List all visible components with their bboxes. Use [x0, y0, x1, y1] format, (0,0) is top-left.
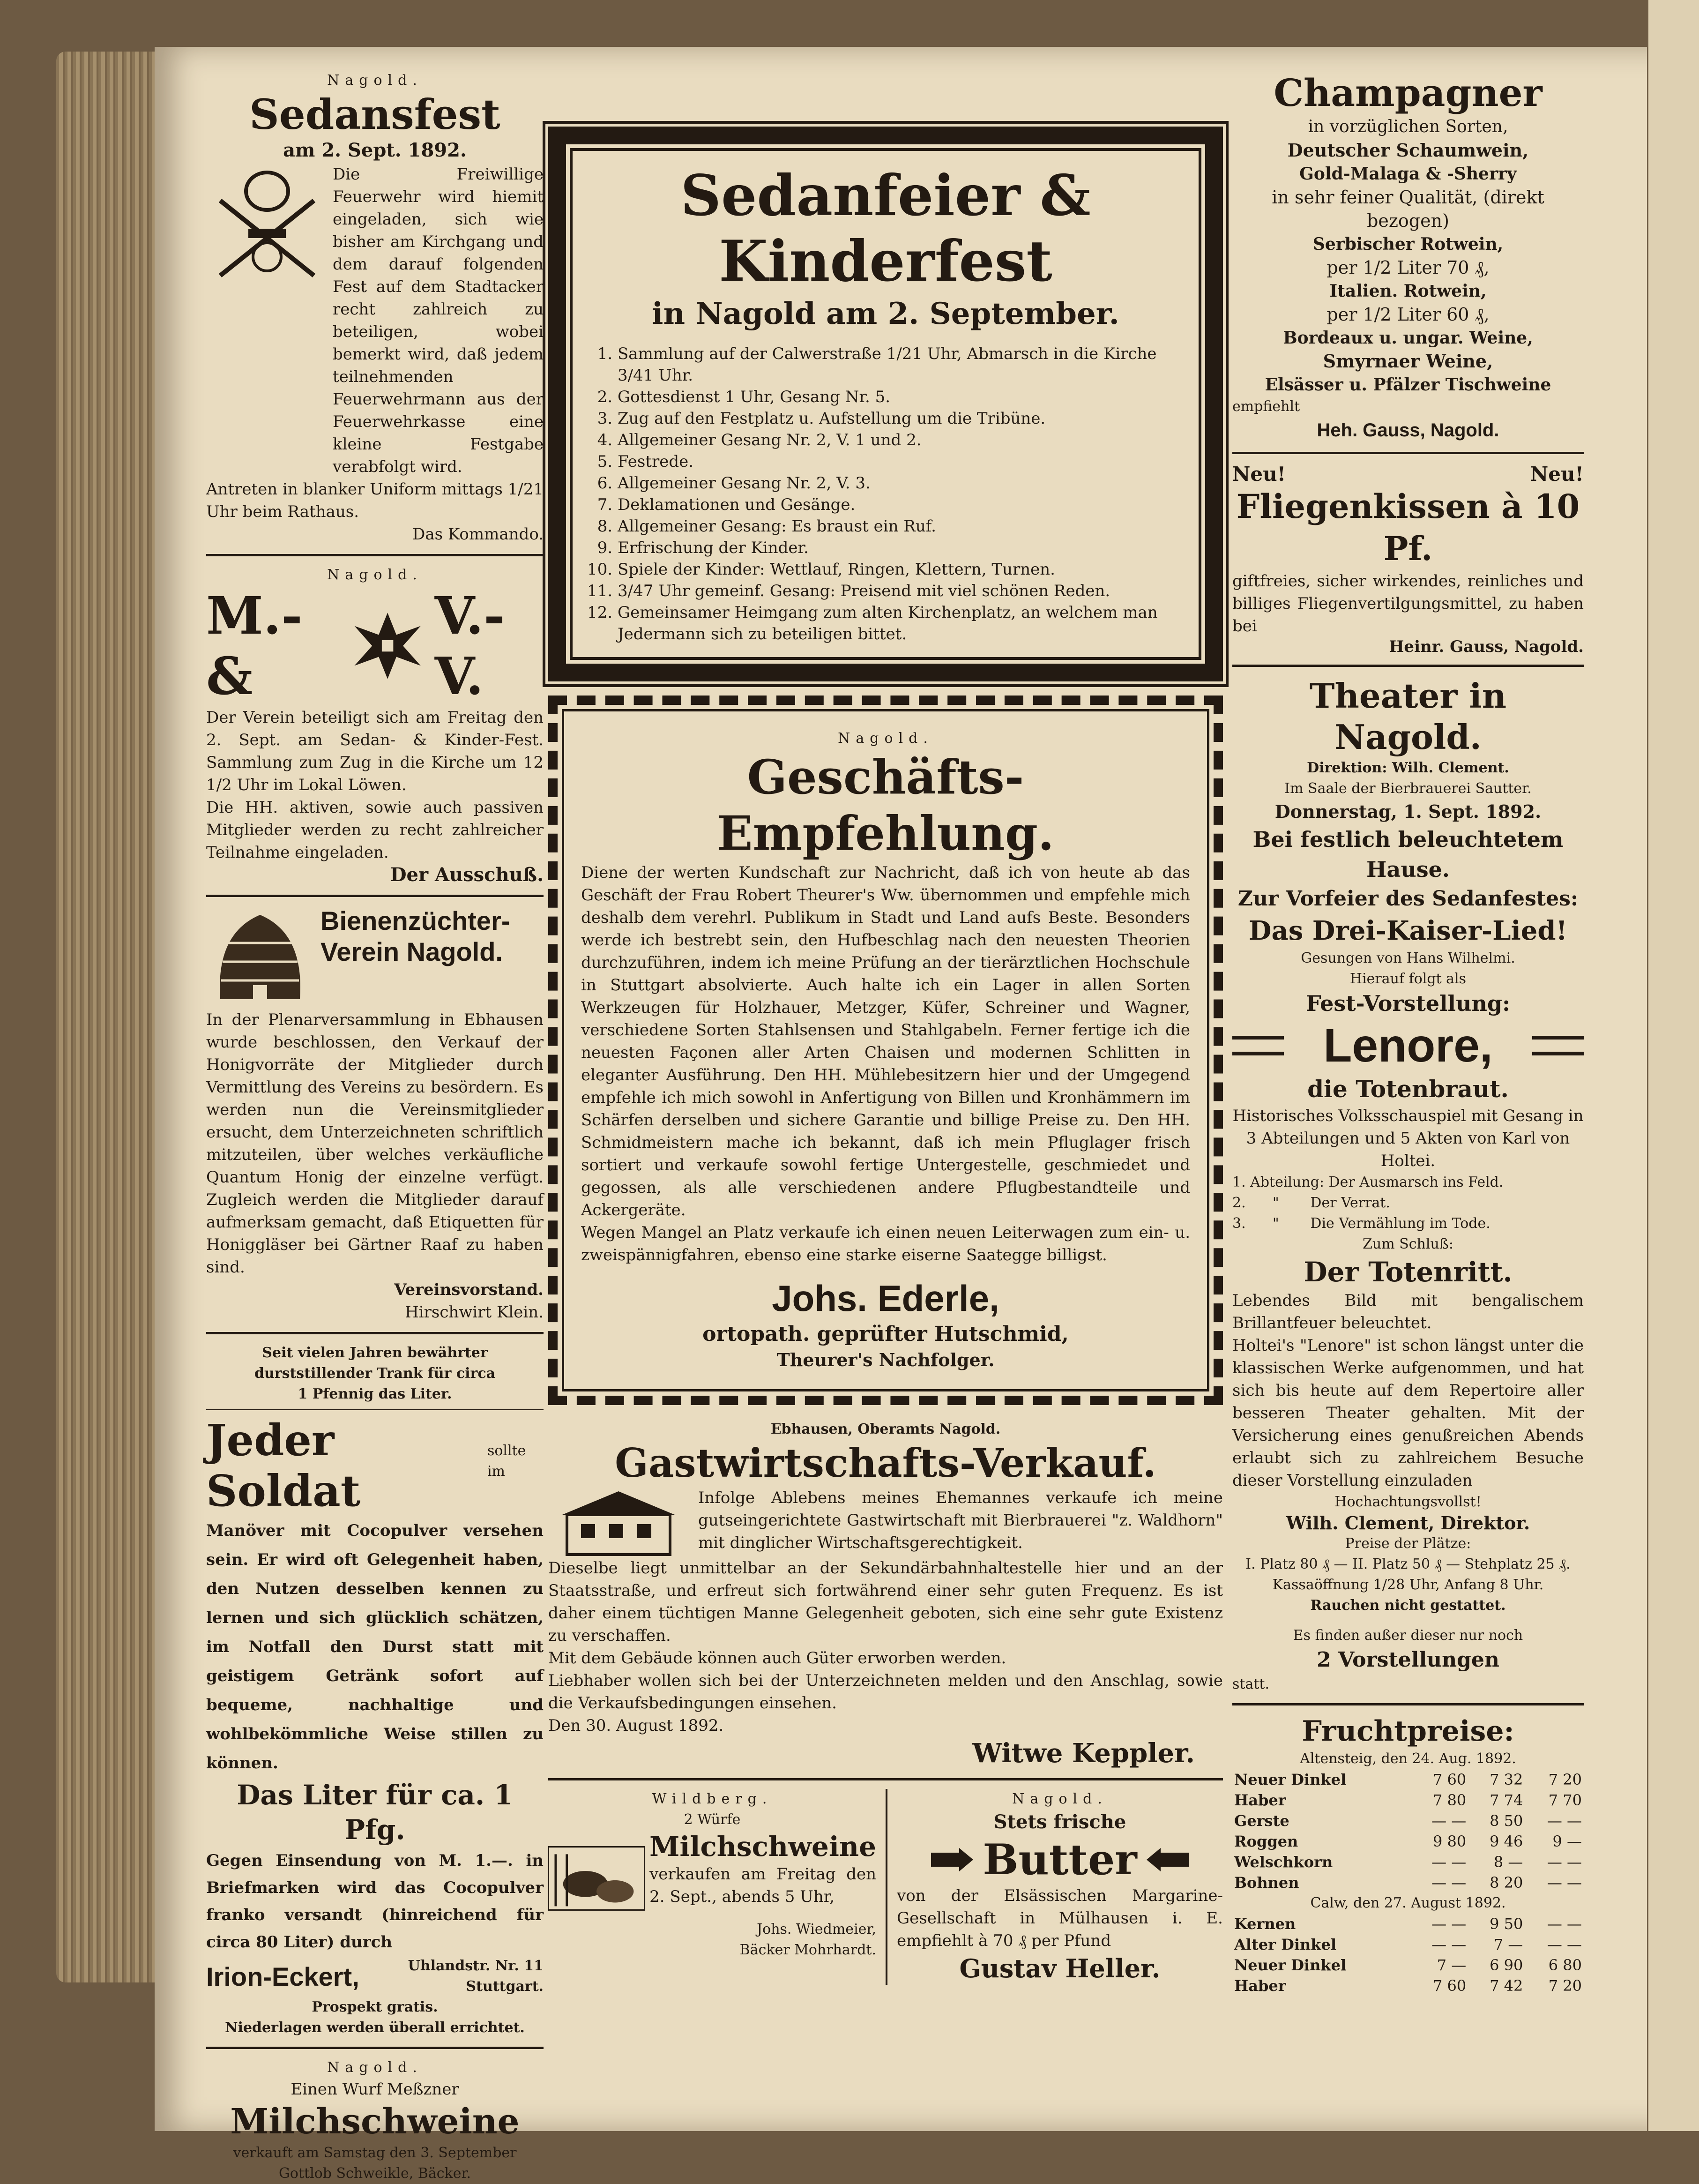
price-cell: 6 80 — [1548, 1956, 1582, 1974]
ad-text-2: Antreten in blanker Uniform mittags 1/21 Uhr beim Rathaus. — [206, 480, 544, 521]
price-cell: 8 — — [1493, 1853, 1523, 1871]
section-title: Fruchtpreise: — [1302, 1715, 1514, 1748]
ad-place: Wildberg. — [652, 1791, 773, 1807]
ad-line-1: Im Saale der Bierbrauerei Sautter. — [1284, 780, 1532, 797]
ad-text: Holtei's "Lenore" ist schon längst unter die klassischen Werke aufgenommen, und hat sich bis heute auf dem Repertoire aller besseren Theater gehalten. Mit der Versicherung eines genußreichen Abends erlaubt sich zu zahlreichem Besuche dieser Vorstellung einzuladen — [1232, 1336, 1584, 1490]
ad-line-1: Stets frische — [993, 1811, 1126, 1833]
firefighter-emblem-icon — [206, 163, 328, 285]
ad-place: Nagold. — [327, 567, 423, 583]
price-row — [1232, 1934, 1584, 1955]
ad-line-6: Hierauf folgt als — [1349, 971, 1467, 987]
ad-bienen — [206, 905, 544, 1324]
price-row — [1232, 1975, 1584, 1996]
grain-name: Welschkorn — [1234, 1853, 1333, 1871]
ad-address-1: Uhlandstr. Nr. 11 — [408, 1958, 544, 1974]
ad-kasse: Kassaöffnung 1/28 Uhr, Anfang 8 Uhr. — [1272, 1577, 1544, 1593]
ad-text-2: Dieselbe liegt unmittelbar an der Sekundärbahnhaltestelle hier und an der Staatsstraße, und erfreut sich fortwährend einer sehr guten Frequenz. Es ist daher einem tüchtigen Manne Gelegenheit geboten, sich eine sehr gute Existenz zu verschaffen. — [548, 1559, 1223, 1645]
market-place-1: Altensteig, den 24. Aug. 1892. — [1300, 1750, 1516, 1767]
price-cell: 7 20 — [1548, 1771, 1582, 1788]
price-cell: 7 42 — [1490, 1977, 1523, 1995]
ad-title: Butter — [983, 1835, 1137, 1885]
ad-subtitle: in Nagold am 2. September. — [652, 296, 1119, 331]
ad-hochachtung: Hochachtungsvollst! — [1334, 1494, 1482, 1510]
ad-title-left: M.-& — [206, 585, 303, 706]
price-cell: 9 50 — [1490, 1915, 1523, 1933]
program-item: 6. Allgemeiner Gesang Nr. 2, V. 3. — [618, 472, 1177, 494]
inn-building-icon — [548, 1487, 689, 1557]
ad-place: Nagold. — [327, 2059, 423, 2076]
pointing-hand-right-icon — [931, 1841, 973, 1878]
ad-signature-2: Hirschwirt Klein. — [405, 1303, 544, 1322]
ad-line-1: 2 Würfe — [684, 1811, 741, 1828]
program-item: 12. Gemeinsamer Heimgang zum alten Kirchenplatz, an welchem man Jedermann sich zu beteiligen bittet. — [618, 602, 1177, 645]
iron-cross-icon — [350, 606, 425, 686]
program-item: 11. 3/47 Uhr gemeinf. Gesang: Preisend mit viel schönen Reden. — [618, 580, 1177, 602]
ad-fest: Fest-Vorstellung: — [1305, 991, 1511, 1016]
ad-text-2: Wegen Mangel an Platz verkaufe ich einen neuen Leiterwagen zum ein- u. zweispännigfahren, ebenso eine starke eiserne Saategge billigst. — [581, 1223, 1190, 1264]
ad-signature: Der Ausschuß. — [390, 864, 544, 886]
ad-line-4: Zur Vorfeier des Sedanfestes: — [1237, 887, 1579, 911]
ad-cocopulver — [206, 1343, 544, 2038]
divider — [1232, 665, 1584, 667]
grain-name: Alter Dinkel — [1234, 1936, 1336, 1953]
program-item: 4. Allgemeiner Gesang Nr. 2, V. 1 und 2. — [618, 429, 1177, 451]
ad-signature-2: Bäcker Mohrhardt. — [739, 1942, 876, 1958]
market-place-2: Calw, den 27. August 1892. — [1310, 1895, 1506, 1911]
act-line: 2. " Der Verrat. — [1232, 1195, 1390, 1211]
ad-name: Johs. Ederle, — [772, 1278, 999, 1319]
ad-title: Theater in Nagold. — [1309, 676, 1507, 757]
ad-geschaefts-empfehlung — [548, 696, 1223, 1405]
program-item: 10. Spiele der Kinder: Wettlauf, Ringen, Klettern, Turnen. — [618, 559, 1177, 580]
ad-place: Nagold. — [327, 72, 423, 89]
ad-line-3: 1 Pfennig das Liter. — [298, 1386, 452, 1402]
ad-line-2: durststillender Trank für circa — [254, 1365, 496, 1382]
divider — [1232, 1703, 1584, 1705]
ad-verein — [206, 565, 544, 886]
ad-successor: Theurer's Nachfolger. — [776, 1349, 995, 1370]
price-cell: 7 70 — [1548, 1791, 1582, 1809]
price-cell: 7 60 — [1433, 1771, 1467, 1788]
ad-place: Nagold. — [838, 730, 933, 747]
ad-sedansfest — [206, 70, 544, 546]
ad-signature: Wilh. Clement, Direktor. — [1286, 1512, 1530, 1533]
wine-line: per 1/2 Liter 60 ₰, — [1326, 304, 1490, 325]
ad-text-4: Liebhaber wollen sich bei der Unterzeichneten melden und den Anschlag, sowie die Verkaufsbedingungen einsehen. — [548, 1671, 1223, 1713]
ad-theater — [1232, 675, 1584, 1695]
price-cell: — — — [1547, 1853, 1582, 1871]
ad-sedanfeier — [548, 127, 1223, 681]
ad-line-5: Gesungen von Hans Wilhelmi. — [1301, 950, 1515, 966]
column-left — [206, 70, 544, 2184]
price-cell: 9 — — [1552, 1832, 1582, 1850]
divider — [206, 1409, 544, 1410]
price-cell: — — — [1431, 1812, 1467, 1830]
price-cell: 7 74 — [1490, 1791, 1523, 1809]
ad-milchschweine — [206, 2057, 544, 2184]
ad-signature: Heh. Gauss, Nagold. — [1317, 420, 1499, 441]
ad-preise: I. Platz 80 ₰ — II. Platz 50 ₰ — Stehplatz 25 ₰. — [1245, 1556, 1571, 1572]
ad-signature: Heinr. Gauss, Nagold. — [1389, 637, 1584, 656]
ad-schluss: Zum Schluß: — [1363, 1236, 1453, 1252]
ad-signature-1: Vereinsvorstand. — [394, 1280, 544, 1299]
price-row — [1232, 1831, 1584, 1852]
ad-price: Das Liter für ca. 1 Pfg. — [237, 1779, 513, 1846]
wine-line: Deutscher Schaumwein, — [1287, 140, 1529, 161]
ad-place: Ebhausen, Oberamts Nagold. — [770, 1421, 1001, 1437]
price-cell: 9 46 — [1490, 1832, 1523, 1850]
program-item: 1. Sammlung auf der Calwerstraße 1/21 Uhr, Abmarsch in die Kirche 3/41 Uhr. — [618, 343, 1177, 386]
ad-neu-right: Neu! — [1530, 463, 1584, 486]
ad-line-2: Donnerstag, 1. Sept. 1892. — [1274, 801, 1542, 822]
ad-text: Infolge Ablebens meines Ehemannes verkaufe ich meine gutseingerichtete Gastwirtschaft mit Bierbrauerei "z. Waldhorn" mit dinglicher Wirtschaftsgerechtigkeit. — [698, 1488, 1223, 1552]
pointing-hand-left-icon — [1147, 1841, 1189, 1878]
ad-text: giftfreies, sicher wirkendes, reinliches und billiges Fliegenvertilgungsmittel, zu haben bei — [1232, 572, 1584, 636]
ad-title: Jeder Soldat — [206, 1415, 361, 1516]
price-cell: 7 32 — [1490, 1771, 1523, 1788]
column-center — [548, 70, 1223, 1985]
ad-text: von der Elsässischen Margarine-Gesellschaft in Mülhausen i. E. empfiehlt à 70 ₰ per Pfund — [897, 1886, 1223, 1950]
wine-line: in sehr feiner Qualität, (direkt bezogen) — [1272, 187, 1544, 231]
pigs-icon — [548, 1830, 645, 1919]
price-cell: — — — [1431, 1874, 1467, 1892]
ad-direktion: Direktion: Wilh. Clement. — [1307, 760, 1509, 776]
wine-line: in vorzüglichen Sorten, — [1308, 117, 1508, 136]
price-cell: — — — [1547, 1915, 1582, 1933]
grain-name: Kernen — [1234, 1915, 1296, 1933]
price-cell: 7 — — [1437, 1956, 1467, 1974]
price-cell: — — — [1431, 1936, 1467, 1953]
ad-title-suffix: sollte im — [487, 1443, 526, 1480]
wine-line: Serbischer Rotwein, — [1312, 234, 1504, 254]
ad-title: Sedanfeier & Kinderfest — [680, 163, 1091, 294]
program-item: 3. Zug auf den Festplatz u. Aufstellung um die Tribüne. — [618, 408, 1177, 429]
ad-braut: die Totenbraut. — [1307, 1075, 1509, 1103]
price-cell: — — — [1547, 1812, 1582, 1830]
ad-niederlagen: Niederlagen werden überall errichtet. — [225, 2019, 525, 2036]
ad-preise-title: Preise der Plätze: — [1345, 1535, 1471, 1552]
divider — [206, 554, 544, 556]
ad-title: Gastwirtschafts-Verkauf. — [615, 1440, 1156, 1486]
fruchtpreise — [1232, 1714, 1584, 1996]
ad-noch: Es finden außer dieser nur noch — [1293, 1627, 1523, 1644]
price-cell: 7 60 — [1433, 1977, 1467, 1995]
price-cell: 7 80 — [1433, 1791, 1467, 1809]
ad-line-1: Seit vielen Jahren bewährter — [262, 1345, 488, 1361]
grain-name: Neuer Dinkel — [1234, 1956, 1347, 1974]
wine-line: Italien. Rotwein, — [1329, 281, 1487, 301]
bottom-ads-row — [548, 1789, 1223, 1985]
price-cell: 6 90 — [1490, 1956, 1523, 1974]
ad-line-1: Einen Wurf Meßzner — [291, 2080, 459, 2099]
ad-title: Geschäfts-Empfehlung. — [717, 749, 1054, 861]
ad-place: Nagold. — [1012, 1791, 1108, 1807]
column-right — [1232, 70, 1584, 1996]
price-cell: — — — [1547, 1874, 1582, 1892]
ad-line-2: verkauft am Samstag den 3. September — [233, 2145, 517, 2161]
ad-text-3: Mit dem Gebäude können auch Güter erworben werden. — [548, 1649, 1006, 1668]
ad-text: Der Verein beteiligt sich am Freitag den 2. Sept. am Sedan- & Kinder-Fest. Sammlung zum Zug in die Kirche um 12 1/2 Uhr im Lokal Löwen. — [206, 708, 544, 794]
ad-text: Die Freiwillige Feuerwehr wird hiemit eingeladen, sich wie bisher am Kirchgang und dem darauf folgenden Fest auf dem Stadtacker recht zahlreich zu beteiligen, wobei bemerkt wird, daß jedem teilnehmenden Feuerwehrmann aus der Feuerwehrkasse eine kleine Festgabe verabfolgt wird. — [333, 165, 544, 476]
ad-line-3: Bei festlich beleuchtetem Hause. — [1252, 827, 1564, 882]
ad-signature: Gustav Heller. — [959, 1953, 1161, 1983]
ad-date: Den 30. August 1892. — [548, 1716, 724, 1735]
wine-line: Bordeaux u. ungar. Weine, — [1283, 328, 1533, 348]
program-item: 2. Gottesdienst 1 Uhr, Gesang Nr. 5. — [618, 386, 1177, 408]
price-cell: 7 20 — [1548, 1977, 1582, 1995]
ad-title: Fliegenkissen à 10 Pf. — [1236, 487, 1580, 568]
wine-line: Smyrnaer Weine, — [1323, 351, 1493, 372]
ad-fliegenkissen — [1232, 463, 1584, 656]
grain-name: Gerste — [1234, 1812, 1289, 1830]
ad-signature-1: Johs. Wiedmeier, — [757, 1921, 876, 1937]
price-table-calw — [1232, 1914, 1584, 1996]
ad-wildberg — [548, 1789, 887, 1985]
wine-line: Elsässer u. Pfälzer Tischweine — [1265, 375, 1551, 395]
acts-list — [1232, 1172, 1584, 1234]
price-cell: 8 20 — [1490, 1874, 1523, 1892]
ad-text: Manöver mit Cocopulver versehen sein. Er wird oft Gelegenheit haben, den Nutzen desselben kennen zu lernen und sich glücklich schätzen, im Notfall den Durst statt mit geistigem Getränk sofort auf bequeme, nachhaltige und wohlbekömmliche Weise stillen zu können. — [206, 1521, 544, 1773]
ad-empfiehlt: empfiehlt — [1232, 398, 1300, 415]
act-line: 3. " Die Vermählung im Tode. — [1232, 1215, 1490, 1232]
price-row — [1232, 1810, 1584, 1831]
price-cell: — — — [1547, 1936, 1582, 1953]
program-item: 5. Festrede. — [618, 451, 1177, 472]
price-row — [1232, 1872, 1584, 1893]
ad-title-1: Bienenzüchter- — [320, 906, 510, 935]
divider — [548, 1778, 1223, 1780]
price-cell: 7 — — [1493, 1936, 1523, 1953]
ad-title: Milchschweine — [649, 1831, 876, 1862]
price-row — [1232, 1852, 1584, 1872]
divider — [206, 895, 544, 897]
ad-text: verkaufen am Freitag den 2. Sept., abends 5 Uhr, — [649, 1865, 876, 1906]
ad-firm: Irion-Eckert, — [206, 1961, 359, 1991]
act-line: 1. Abteilung: Der Ausmarsch ins Feld. — [1232, 1174, 1504, 1190]
divider — [206, 1332, 544, 1334]
ad-neu-left: Neu! — [1232, 463, 1286, 486]
ad-butter — [887, 1789, 1223, 1985]
wine-list — [1232, 115, 1584, 396]
ad-vorstellungen: 2 Vorstellungen — [1317, 1648, 1499, 1672]
grain-name: Neuer Dinkel — [1234, 1771, 1347, 1788]
price-row — [1232, 1955, 1584, 1975]
ad-statt: statt. — [1232, 1676, 1269, 1692]
ad-date: am 2. Sept. 1892. — [283, 139, 467, 161]
ad-signature: Das Kommando. — [412, 525, 544, 544]
program-item: 7. Deklamationen und Gesänge. — [618, 494, 1177, 516]
ad-address-2: Stuttgart. — [466, 1978, 544, 1995]
ad-text: Diene der werten Kundschaft zur Nachricht, daß ich von heute ab das Geschäft der Frau Robert Theurer's Ww. übernommen und empfehle mich deshalb dem verehrl. Publikum in Stadt und Land aufs Beste. Besonders werde ich bestrebt sein, den Hufbeschlag nach den neuesten Theorien durchzuführen, indem ich meine Prüfung an der tierärztlichen Hochschule in Stuttgart absolvierte. Auch halte ich ein Lager in allen Sorten Werkzeugen für Holzhauer, Metzger, Küfer, Schreiner und Wagner, verschiedene Sorten Stahlsensen und Stahlgabeln. Ferner fertige ich die neuesten Façonen aller Arten Chaisen und modernen Schlitten in eleganter Ausführung. Den HH. Mühlebesitzern hier und der Umgegend empfehle ich mich sowohl in Anfertigung von Billen und Kronhämmern im Schärfen derselben und sichere Garantie und billige Preise zu. Den HH. Schmidmeistern mache ich bekannt, daß ich mein Pfluglager frisch sortiert und verkaufe sowohl fertige Untergestelle, geschmiedet und gegossen, als alle verschiedenen andere Pflugbestandteile und Ackergeräte. — [581, 863, 1190, 1219]
ad-bild: Lebendes Bild mit bengalischem Brillantfeuer beleuchtet. — [1232, 1291, 1584, 1332]
ad-role: ortopath. geprüfter Hutschmid, — [702, 1322, 1069, 1346]
price-row — [1232, 1914, 1584, 1934]
ad-signature: Witwe Keppler. — [972, 1738, 1195, 1769]
price-cell: 9 80 — [1433, 1832, 1467, 1850]
ad-lied: Das Drei-Kaiser-Lied! — [1248, 915, 1568, 946]
ad-title: Champagner — [1274, 71, 1543, 115]
ad-prospekt: Prospekt gratis. — [312, 1999, 438, 2015]
ad-title-2: Verein Nagold. — [320, 937, 503, 966]
ad-text-2: Die HH. aktiven, sowie auch passiven Mitglieder werden zu recht zahlreicher Teilnahme eingeladen. — [206, 798, 544, 862]
ad-title-right: V.-V. — [434, 585, 505, 706]
ad-title: Sedansfest — [249, 90, 500, 139]
ad-rauchen: Rauchen nicht gestattet. — [1310, 1597, 1506, 1614]
wine-line: Gold-Malaga & -Sherry — [1299, 164, 1517, 184]
grain-name: Haber — [1234, 1791, 1286, 1809]
ad-champagner — [1232, 70, 1584, 443]
ad-text: In der Plenarversammlung in Ebhausen wurde beschlossen, den Verkauf der Honigvorräte der Mitglieder durch Vermittlung des Vereins zu besördern. Es werden nun die Vereinsmitglieder ersucht, dem Unterzeichneten schriftlich mitzuteilen, über welches verkäufliche Quantum Honig der einzelne verfügt. Zugleich werden die Mitglieder darauf aufmerksam gemacht, daß Etiquetten für Honiggläser bei Gärtner Raaf zu haben sind. — [206, 1010, 544, 1277]
ad-totenritt: Der Totenritt. — [1304, 1256, 1513, 1288]
ornament-line-right — [1532, 1036, 1584, 1055]
price-cell: — — — [1431, 1853, 1467, 1871]
ad-gastwirtschaft — [548, 1419, 1223, 1770]
program-list — [594, 343, 1177, 645]
price-cell: — — — [1431, 1915, 1467, 1933]
grain-name: Bohnen — [1234, 1874, 1299, 1892]
grain-name: Haber — [1234, 1977, 1286, 1995]
ad-lenore: Lenore, — [1323, 1019, 1493, 1072]
next-page-edge — [1647, 0, 1699, 2131]
program-item: 9. Erfrischung der Kinder. — [618, 537, 1177, 559]
wine-line: per 1/2 Liter 70 ₰, — [1326, 257, 1490, 278]
beehive-icon — [206, 905, 314, 1009]
divider — [1232, 452, 1584, 454]
divider — [206, 2047, 544, 2049]
ad-title: Milchschweine — [230, 2102, 520, 2142]
price-row — [1232, 1790, 1584, 1810]
ornament-line-left — [1232, 1036, 1284, 1055]
price-table-altensteig — [1232, 1769, 1584, 1893]
ad-signature: Gottlob Schweikle, Bäcker. — [278, 2165, 471, 2182]
ad-text-2: Gegen Einsendung von M. 1.—. in Briefmarken wird das Cocopulver franko versandt (hinreichend für circa 80 Liter) durch — [206, 1851, 544, 1952]
price-cell: 8 50 — [1490, 1812, 1523, 1830]
price-row — [1232, 1769, 1584, 1790]
ad-description: Historisches Volksschauspiel mit Gesang in 3 Abteilungen und 5 Akten von Karl von Holtei. — [1232, 1107, 1584, 1170]
program-item: 8. Allgemeiner Gesang: Es braust ein Ruf. — [618, 516, 1177, 537]
book-edge — [56, 52, 164, 1982]
grain-name: Roggen — [1234, 1832, 1298, 1850]
